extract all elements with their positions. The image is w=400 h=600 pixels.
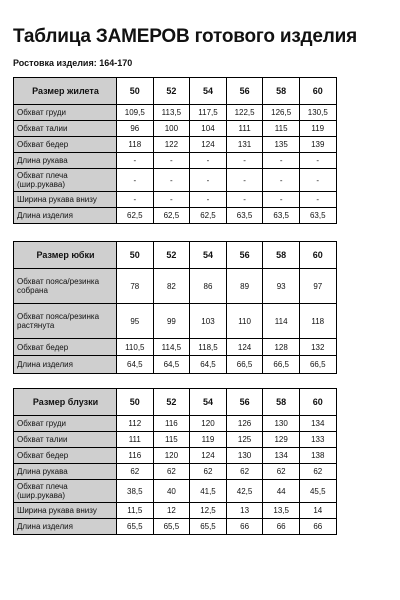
table-header-label: Размер жилета [14,78,117,105]
measurement-label: Длина рукава [14,464,117,480]
measurement-value: 125 [226,432,263,448]
size-header: 56 [226,389,263,416]
measurement-value: 62 [190,464,227,480]
size-header: 52 [153,242,190,269]
measurement-value: 119 [190,432,227,448]
measurement-label: Обхват груди [14,416,117,432]
table-row [14,121,337,137]
measurement-label: Обхват талии [14,121,117,137]
measurement-value: 44 [263,480,300,503]
measurement-value: - [153,169,190,192]
measurement-value: 13,5 [263,503,300,519]
table-row [14,339,337,356]
measurement-value: 114,5 [153,339,190,356]
size-header: 58 [263,78,300,105]
table-row [14,208,337,224]
skirt-measurements-table [13,241,337,374]
measurement-value: - [153,192,190,208]
size-header: 60 [299,78,336,105]
measurement-value: 62 [117,464,154,480]
measurement-value: 38,5 [117,480,154,503]
measurement-value: 66 [226,519,263,535]
measurement-value: 78 [117,269,154,304]
measurement-value: 122 [153,137,190,153]
size-header: 50 [117,389,154,416]
measurement-value: 124 [226,339,263,356]
size-header: 54 [190,78,227,105]
measurement-label: Ширина рукава внизу [14,192,117,208]
measurement-value: 42,5 [226,480,263,503]
table-row [14,269,337,304]
table-row [14,503,337,519]
measurement-value: 66,5 [299,356,336,374]
table-header-label: Размер юбки [14,242,117,269]
measurement-value: 63,5 [299,208,336,224]
measurement-value: 114 [263,304,300,339]
measurement-value: 62,5 [117,208,154,224]
measurement-value: - [226,192,263,208]
size-header: 50 [117,242,154,269]
measurement-value: 130 [263,416,300,432]
measurement-value: 133 [299,432,336,448]
table-row [14,192,337,208]
measurement-value: 134 [299,416,336,432]
measurement-value: - [299,192,336,208]
measurement-value: 65,5 [190,519,227,535]
table-row [14,448,337,464]
measurement-label: Длина изделия [14,356,117,374]
measurement-label: Обхват плеча (шир.рукава) [14,169,117,192]
measurement-value: 138 [299,448,336,464]
measurement-value: 41,5 [190,480,227,503]
measurement-label: Обхват плеча (шир.рукава) [14,480,117,503]
table-row [14,464,337,480]
size-header: 60 [299,242,336,269]
measurement-label: Обхват бедер [14,137,117,153]
measurement-value: 115 [263,121,300,137]
measurement-value: - [226,153,263,169]
measurement-value: 66 [263,519,300,535]
page-title: Таблица ЗАМЕРОВ готового изделия [13,26,358,47]
vest-measurements-table [13,77,337,224]
measurement-value: - [117,153,154,169]
table-header-row [14,242,337,269]
measurement-value: - [190,192,227,208]
measurement-value: 110,5 [117,339,154,356]
measurement-value: 128 [263,339,300,356]
measurement-value: 120 [153,448,190,464]
measurement-label: Ширина рукава внизу [14,503,117,519]
measurement-value: 96 [117,121,154,137]
measurement-label: Обхват пояса/резинка растянута [14,304,117,339]
measurement-value: 122,5 [226,105,263,121]
measurement-value: 93 [263,269,300,304]
size-header: 56 [226,78,263,105]
measurement-value: 89 [226,269,263,304]
measurement-value: 82 [153,269,190,304]
page-subtitle: Ростовка изделия: 164-170 [13,58,133,68]
measurement-label: Обхват пояса/резинка собрана [14,269,117,304]
table-row [14,304,337,339]
measurement-value: 62 [263,464,300,480]
measurement-value: 118,5 [190,339,227,356]
measurement-value: 14 [299,503,336,519]
measurement-value: 116 [153,416,190,432]
measurement-value: 109,5 [117,105,154,121]
measurement-value: 111 [117,432,154,448]
table-row [14,137,337,153]
measurement-value: 65,5 [117,519,154,535]
measurement-value: 66 [299,519,336,535]
measurement-value: - [117,192,154,208]
table-row [14,519,337,535]
size-header: 50 [117,78,154,105]
measurement-value: 11,5 [117,503,154,519]
measurement-value: 86 [190,269,227,304]
table-row [14,416,337,432]
measurement-value: - [190,169,227,192]
size-header: 52 [153,389,190,416]
table-header-label: Размер блузки [14,389,117,416]
measurement-value: 118 [117,137,154,153]
measurement-label: Длина изделия [14,519,117,535]
measurement-value: 100 [153,121,190,137]
table-row [14,105,337,121]
measurement-value: 139 [299,137,336,153]
measurement-value: 13 [226,503,263,519]
measurement-value: 97 [299,269,336,304]
measurement-value: 126 [226,416,263,432]
measurement-value: 40 [153,480,190,503]
measurement-value: 116 [117,448,154,464]
size-header: 56 [226,242,263,269]
measurement-value: 104 [190,121,227,137]
table-row [14,169,337,192]
measurement-value: 131 [226,137,263,153]
measurement-value: 103 [190,304,227,339]
measurement-value: 64,5 [190,356,227,374]
size-header: 52 [153,78,190,105]
measurement-value: 113,5 [153,105,190,121]
measurement-value: - [263,169,300,192]
measurement-value: - [190,153,227,169]
measurement-value: 62 [299,464,336,480]
table-header-row [14,389,337,416]
measurement-value: - [299,153,336,169]
measurement-label: Обхват груди [14,105,117,121]
measurement-value: 65,5 [153,519,190,535]
measurement-value: 115 [153,432,190,448]
measurement-value: 111 [226,121,263,137]
measurement-value: 112 [117,416,154,432]
measurement-value: 120 [190,416,227,432]
table-header-row [14,78,337,105]
measurement-value: 135 [263,137,300,153]
measurement-value: 110 [226,304,263,339]
measurement-value: 62 [153,464,190,480]
measurement-value: 99 [153,304,190,339]
measurement-value: - [263,192,300,208]
measurement-value: 62,5 [153,208,190,224]
size-header: 54 [190,242,227,269]
measurement-value: 95 [117,304,154,339]
measurement-value: 119 [299,121,336,137]
measurement-value: 118 [299,304,336,339]
measurement-value: - [263,153,300,169]
measurement-value: 130,5 [299,105,336,121]
measurement-value: 124 [190,448,227,464]
size-header: 58 [263,242,300,269]
measurement-value: 12,5 [190,503,227,519]
measurement-label: Обхват талии [14,432,117,448]
measurement-value: 12 [153,503,190,519]
table-row [14,432,337,448]
measurement-value: 129 [263,432,300,448]
measurement-label: Длина изделия [14,208,117,224]
measurement-value: 117,5 [190,105,227,121]
measurement-value: 124 [190,137,227,153]
measurement-value: 66,5 [263,356,300,374]
size-header: 54 [190,389,227,416]
measurement-value: 126,5 [263,105,300,121]
measurement-label: Длина рукава [14,153,117,169]
measurement-value: - [226,169,263,192]
measurement-value: 130 [226,448,263,464]
table-row [14,356,337,374]
measurement-value: 64,5 [117,356,154,374]
measurement-value: 64,5 [153,356,190,374]
measurement-value: 66,5 [226,356,263,374]
measurement-value: 45,5 [299,480,336,503]
size-header: 58 [263,389,300,416]
table-row [14,153,337,169]
measurement-label: Обхват бедер [14,448,117,464]
measurement-value: - [117,169,154,192]
measurement-value: - [153,153,190,169]
measurement-value: 134 [263,448,300,464]
table-row [14,480,337,503]
blouse-measurements-table [13,388,337,535]
measurement-value: 132 [299,339,336,356]
measurement-label: Обхват бедер [14,339,117,356]
size-header: 60 [299,389,336,416]
measurement-value: 62,5 [190,208,227,224]
measurement-value: - [299,169,336,192]
measurement-value: 62 [226,464,263,480]
measurement-value: 63,5 [226,208,263,224]
measurement-value: 63,5 [263,208,300,224]
